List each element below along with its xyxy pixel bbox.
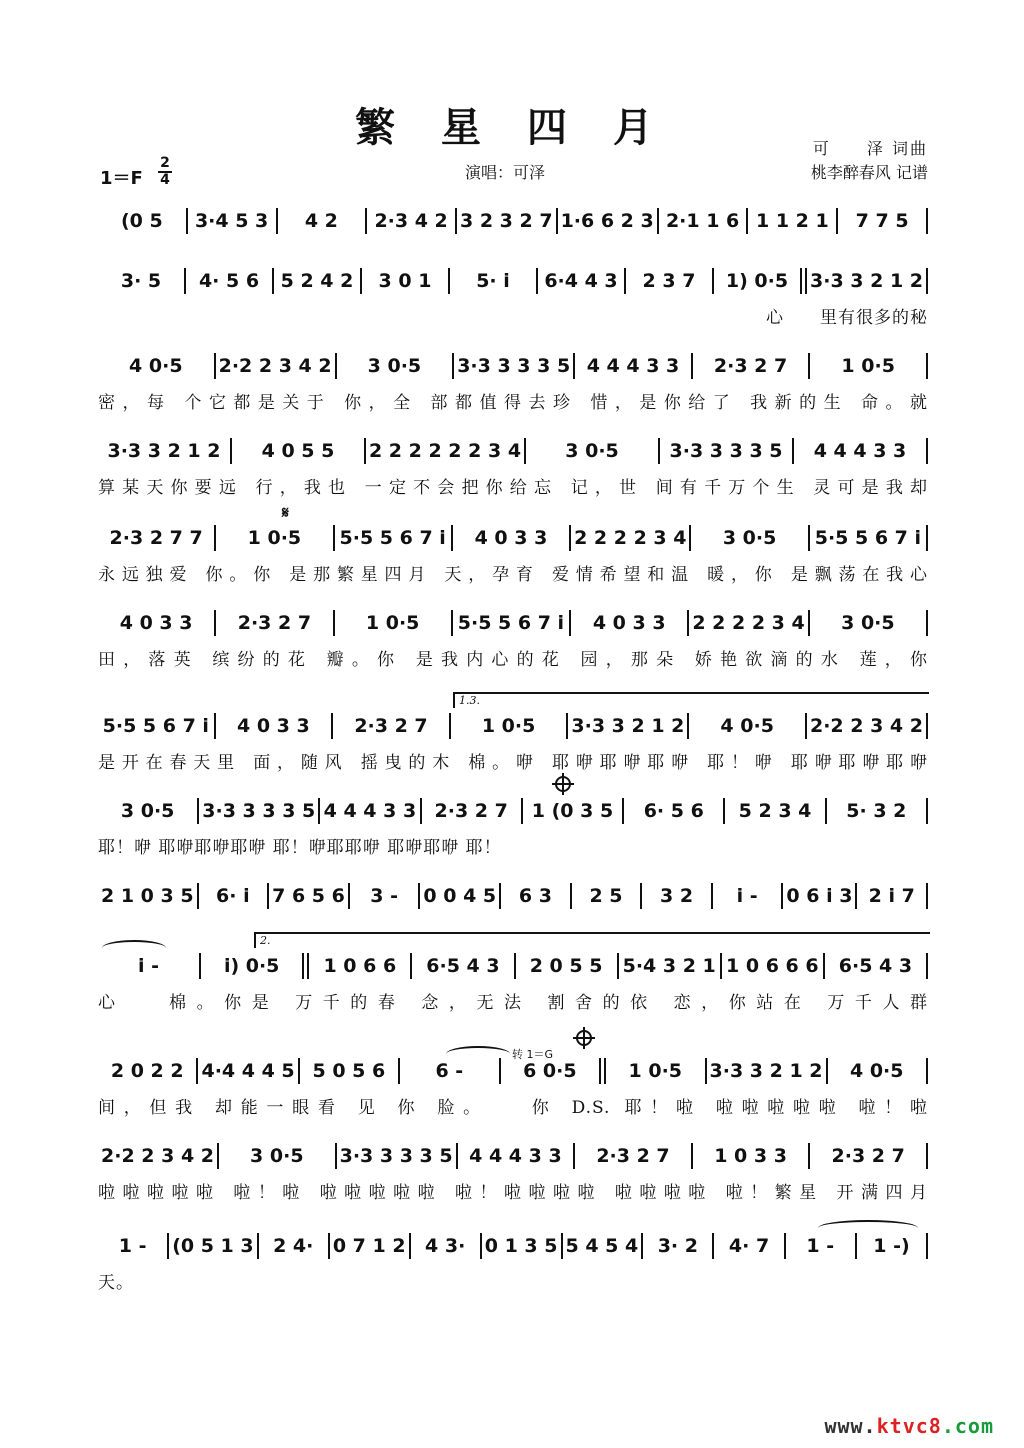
score-line [98, 1230, 928, 1293]
measure: 5·5 5 6 7 i [102, 715, 209, 737]
composer-credit: 可 泽 词曲 [812, 139, 928, 158]
barline [926, 525, 928, 551]
measure: 3 2 [660, 885, 694, 907]
measure: 2 2 2 2 3 4 [692, 612, 805, 634]
measure: 5 2 3 4 [738, 800, 812, 822]
measure: 2 2 2 2 2 2 3 4 [368, 440, 522, 462]
lyrics-line: 密，每 个它都是关于 你，全 部都值得去珍 惜，是你给了 我新的生 命。就 [98, 393, 928, 413]
measure: 3·3 3 3 3 5 [457, 355, 571, 377]
performer-credit: 演唱：可泽 [465, 163, 546, 182]
measure: 1 0·5 [247, 527, 302, 549]
measure: 2·3 2 7 [354, 715, 428, 737]
score-line [98, 435, 928, 498]
lyrics-line: 是开在春天里 面，随风 摇曳的木 棉。咿 耶咿耶咿耶咿 耶！咿 耶咿耶咿耶咿 [98, 753, 928, 773]
notes-row [98, 1055, 928, 1087]
notes-row [98, 607, 928, 639]
measure: 3· 5 [120, 270, 162, 292]
score-line [98, 522, 928, 585]
measure: 5 2 4 2 [280, 270, 354, 292]
measure: 0 6 i 3 [786, 885, 853, 907]
second-ending-bracket [254, 932, 930, 948]
song-title: 繁 星 四 月 [355, 104, 669, 151]
measure: 2·3 2 7 [596, 1145, 670, 1167]
barline [302, 953, 309, 979]
barline [926, 1233, 928, 1259]
notes-row [98, 1140, 928, 1172]
measure: 3·3 3 2 1 2 [709, 1060, 823, 1082]
first-ending-bracket [453, 692, 929, 708]
measure: 1 (0 3 5 [531, 800, 614, 822]
measure: 5 0 5 6 [312, 1060, 386, 1082]
time-signature-top: 2 [160, 155, 170, 171]
site-watermark [824, 1414, 994, 1438]
measure: 4· 7 [728, 1235, 770, 1257]
measure: 2·2 2 3 4 2 [218, 355, 332, 377]
measure: 4 4 4 3 3 [469, 1145, 562, 1167]
notes-row [98, 1230, 928, 1262]
notes-row [98, 205, 928, 237]
measure: 0 7 1 2 [332, 1235, 406, 1257]
lyrics-line: 天。 [98, 1273, 134, 1293]
measure: 3· 2 [657, 1235, 698, 1257]
measure: 3 - [370, 885, 398, 907]
measure: 2 5 [589, 885, 623, 907]
measure: 4 0 3 3 [592, 612, 666, 634]
measure: 3 0 1 [378, 270, 432, 292]
measure: 5·4 3 2 1 [622, 955, 716, 977]
measure: 4 0 3 3 [119, 612, 193, 634]
score-line [98, 710, 928, 773]
measure: 6· 5 6 [643, 800, 704, 822]
lyrics-line: 间，但我 却能一眼看 见 你 脸。 你 D.S. 耶！啦 啦啦啦啦啦 啦！啦 [98, 1098, 928, 1118]
measure: 2·3 4 2 [374, 210, 448, 232]
barline [926, 268, 928, 294]
measure: 3 0·5 [367, 355, 422, 377]
measure: 3 0·5 [722, 527, 777, 549]
barline [926, 1143, 928, 1169]
measure: 2·3 2 7 7 [109, 527, 203, 549]
watermark-site: ktvc8 [876, 1414, 942, 1438]
score-line [98, 205, 928, 237]
measure: 3 2 3 2 7 [460, 210, 553, 232]
barline [926, 438, 928, 464]
measure: 1 0 6 6 [323, 955, 397, 977]
measure: 3·3 3 3 3 5 [339, 1145, 453, 1167]
measure: 3·3 3 2 1 2 [810, 270, 923, 292]
lyrics-line: 耶！咿 耶咿耶咿耶咿 耶！咿耶耶咿 耶咿耶咿 耶！ [98, 838, 502, 858]
measure: 2·3 2 7 [831, 1145, 905, 1167]
measure: 1 0·5 [481, 715, 536, 737]
notes-row [98, 950, 928, 982]
time-signature-bottom: 4 [160, 172, 170, 188]
barline [926, 610, 928, 636]
score-line [98, 350, 928, 413]
notes-row [98, 710, 928, 742]
measure: 3·3 3 3 3 5 [202, 800, 316, 822]
measure: 2·2 2 3 4 2 [101, 1145, 214, 1167]
measure: 3 0·5 [250, 1145, 304, 1167]
measure: 1 0 6 6 6 [726, 955, 819, 977]
measure: 2 3 7 [642, 270, 696, 292]
measure: 2 0 5 5 [529, 955, 603, 977]
measure: 4 2 [304, 210, 338, 232]
measure: 0 0 4 5 [423, 885, 497, 907]
measure: 3·3 3 2 1 2 [571, 715, 685, 737]
measure: (0 5 1 3 [172, 1235, 254, 1257]
measure: 1 - [118, 1235, 147, 1257]
measure: 2·2 2 3 4 2 [809, 715, 923, 737]
score-line [98, 1055, 928, 1118]
measure: 7 7 5 [855, 210, 909, 232]
score-line [98, 795, 928, 858]
measure: 3·3 3 3 3 5 [669, 440, 783, 462]
measure: 6·4 4 3 [544, 270, 618, 292]
measure: 4· 5 6 [198, 270, 260, 292]
measure: 4 0 5 5 [261, 440, 335, 462]
watermark-prefix: www. [824, 1414, 877, 1438]
barline [926, 208, 928, 234]
coda-mark-2 [576, 1030, 592, 1046]
measure: 6· i [216, 885, 250, 907]
lyrics-line: 心 棉。你是 万千的春 念，无法 割舍的依 恋，你站在 万千人群 [98, 993, 928, 1013]
barline [599, 1058, 606, 1084]
notes-row [98, 265, 928, 297]
notes-row [98, 795, 928, 827]
lyrics-line: 啦啦啦啦啦 啦！啦 啦啦啦啦啦 啦！啦啦啦啦 啦啦啦啦 啦！繁星 开满四月 [98, 1183, 928, 1203]
measure: 4 4 4 3 3 [323, 800, 417, 822]
measure: i - [736, 885, 758, 907]
measure: 1) 0·5 [725, 270, 789, 292]
lyrics-line: 算某天你要远 行，我也 一定不会把你给忘 记，世 间有千万个生 灵可是我却 [98, 478, 928, 498]
measure: 3·4 5 3 [194, 210, 269, 232]
measure: 4 0·5 [850, 1060, 904, 1082]
measure: 4 0·5 [129, 355, 183, 377]
notes-row [98, 350, 928, 382]
measure: 2·1 1 6 [665, 210, 740, 232]
measure: 3 0·5 [120, 800, 175, 822]
measure: 2 0 2 2 [110, 1060, 184, 1082]
measure: 2 4· [273, 1235, 314, 1257]
measure: 2 1 0 3 5 [101, 885, 194, 907]
measure: 3 0·5 [841, 612, 895, 634]
measure: 1 0 3 3 [714, 1145, 787, 1167]
barline [926, 883, 928, 909]
measure: 2 i 7 [868, 885, 915, 907]
measure: 1 -) [873, 1235, 910, 1257]
notes-row [98, 880, 928, 912]
first-ending-label: 1.3. [459, 694, 480, 707]
score-line [98, 950, 928, 1013]
measure: 4 3· [425, 1235, 466, 1257]
measure: 2·3 2 7 [713, 355, 788, 377]
measure: 4 0 3 3 [474, 527, 548, 549]
measure: i - [138, 955, 160, 977]
measure: i) 0·5 [223, 955, 280, 977]
measure: 2·3 2 7 [434, 800, 508, 822]
measure: 6 3 [518, 885, 552, 907]
barline [800, 268, 807, 294]
measure: 6·5 4 3 [426, 955, 500, 977]
measure: 1 0·5 [365, 612, 420, 634]
lyrics-line: 永远独爱 你。你 是那繁星四月 天，孕育 爱情希望和温 暖，你 是飘荡在我心 [98, 565, 928, 585]
measure: 6 0·5 [523, 1060, 577, 1082]
barline [926, 953, 928, 979]
notes-row [98, 435, 928, 467]
coda-mark [555, 776, 571, 792]
score-line [98, 265, 928, 328]
measure: 2·3 2 7 [237, 612, 312, 634]
key-change-label: 转 1＝G [512, 1048, 554, 1061]
measure: 4 0 3 3 [237, 715, 310, 737]
time-signature [158, 156, 172, 188]
measure: 5· i [476, 270, 510, 292]
transcriber-credit: 桃李醉春风 记谱 [810, 163, 928, 182]
measure: 4 4 4 3 3 [586, 355, 680, 377]
barline [926, 798, 928, 824]
measure: 3·3 3 2 1 2 [107, 440, 221, 462]
measure: 5·5 5 6 7 i [457, 612, 565, 634]
score-line [98, 1140, 928, 1203]
second-ending-label: 2. [260, 934, 271, 947]
barline [926, 353, 928, 379]
watermark-suffix: .com [941, 1414, 994, 1438]
measure: 2 2 2 2 3 4 [574, 527, 687, 549]
measure: 5·5 5 6 7 i [814, 527, 922, 549]
measure: 4 4 4 3 3 [813, 440, 907, 462]
measure: 0 1 3 5 [484, 1235, 558, 1257]
measure: 5· 3 2 [846, 800, 907, 822]
key-signature: 1＝F [100, 168, 143, 189]
barline [926, 1058, 928, 1084]
measure: 4·4 4 4 5 [201, 1060, 295, 1082]
segno-mark: 𝄋 [282, 503, 289, 522]
measure: 3 0·5 [565, 440, 619, 462]
measure: 1 1 2 1 [755, 210, 829, 232]
measure: 1 - [806, 1235, 835, 1257]
measure: (0 5 [121, 210, 163, 232]
measure: 7 6 5 6 [272, 885, 345, 907]
measure: 5·5 5 6 7 i [339, 527, 446, 549]
measure: 1 0·5 [841, 355, 895, 377]
lyrics-line: 心 里有很多的秘 [766, 308, 928, 328]
measure: 6 - [435, 1060, 464, 1082]
measure: 1·6 6 2 3 [560, 210, 654, 232]
lyrics-line: 田，落英 缤纷的花 瓣。你 是我内心的花 园，那朵 娇艳欲滴的水 莲，你 [98, 650, 928, 670]
score-line [98, 880, 928, 912]
measure: 1 0·5 [628, 1060, 683, 1082]
notes-row [98, 522, 928, 554]
barline [926, 713, 928, 739]
measure: 4 0·5 [720, 715, 774, 737]
measure: 5 4 5 4 [565, 1235, 639, 1257]
measure: 6·5 4 3 [838, 955, 913, 977]
score-line [98, 607, 928, 670]
